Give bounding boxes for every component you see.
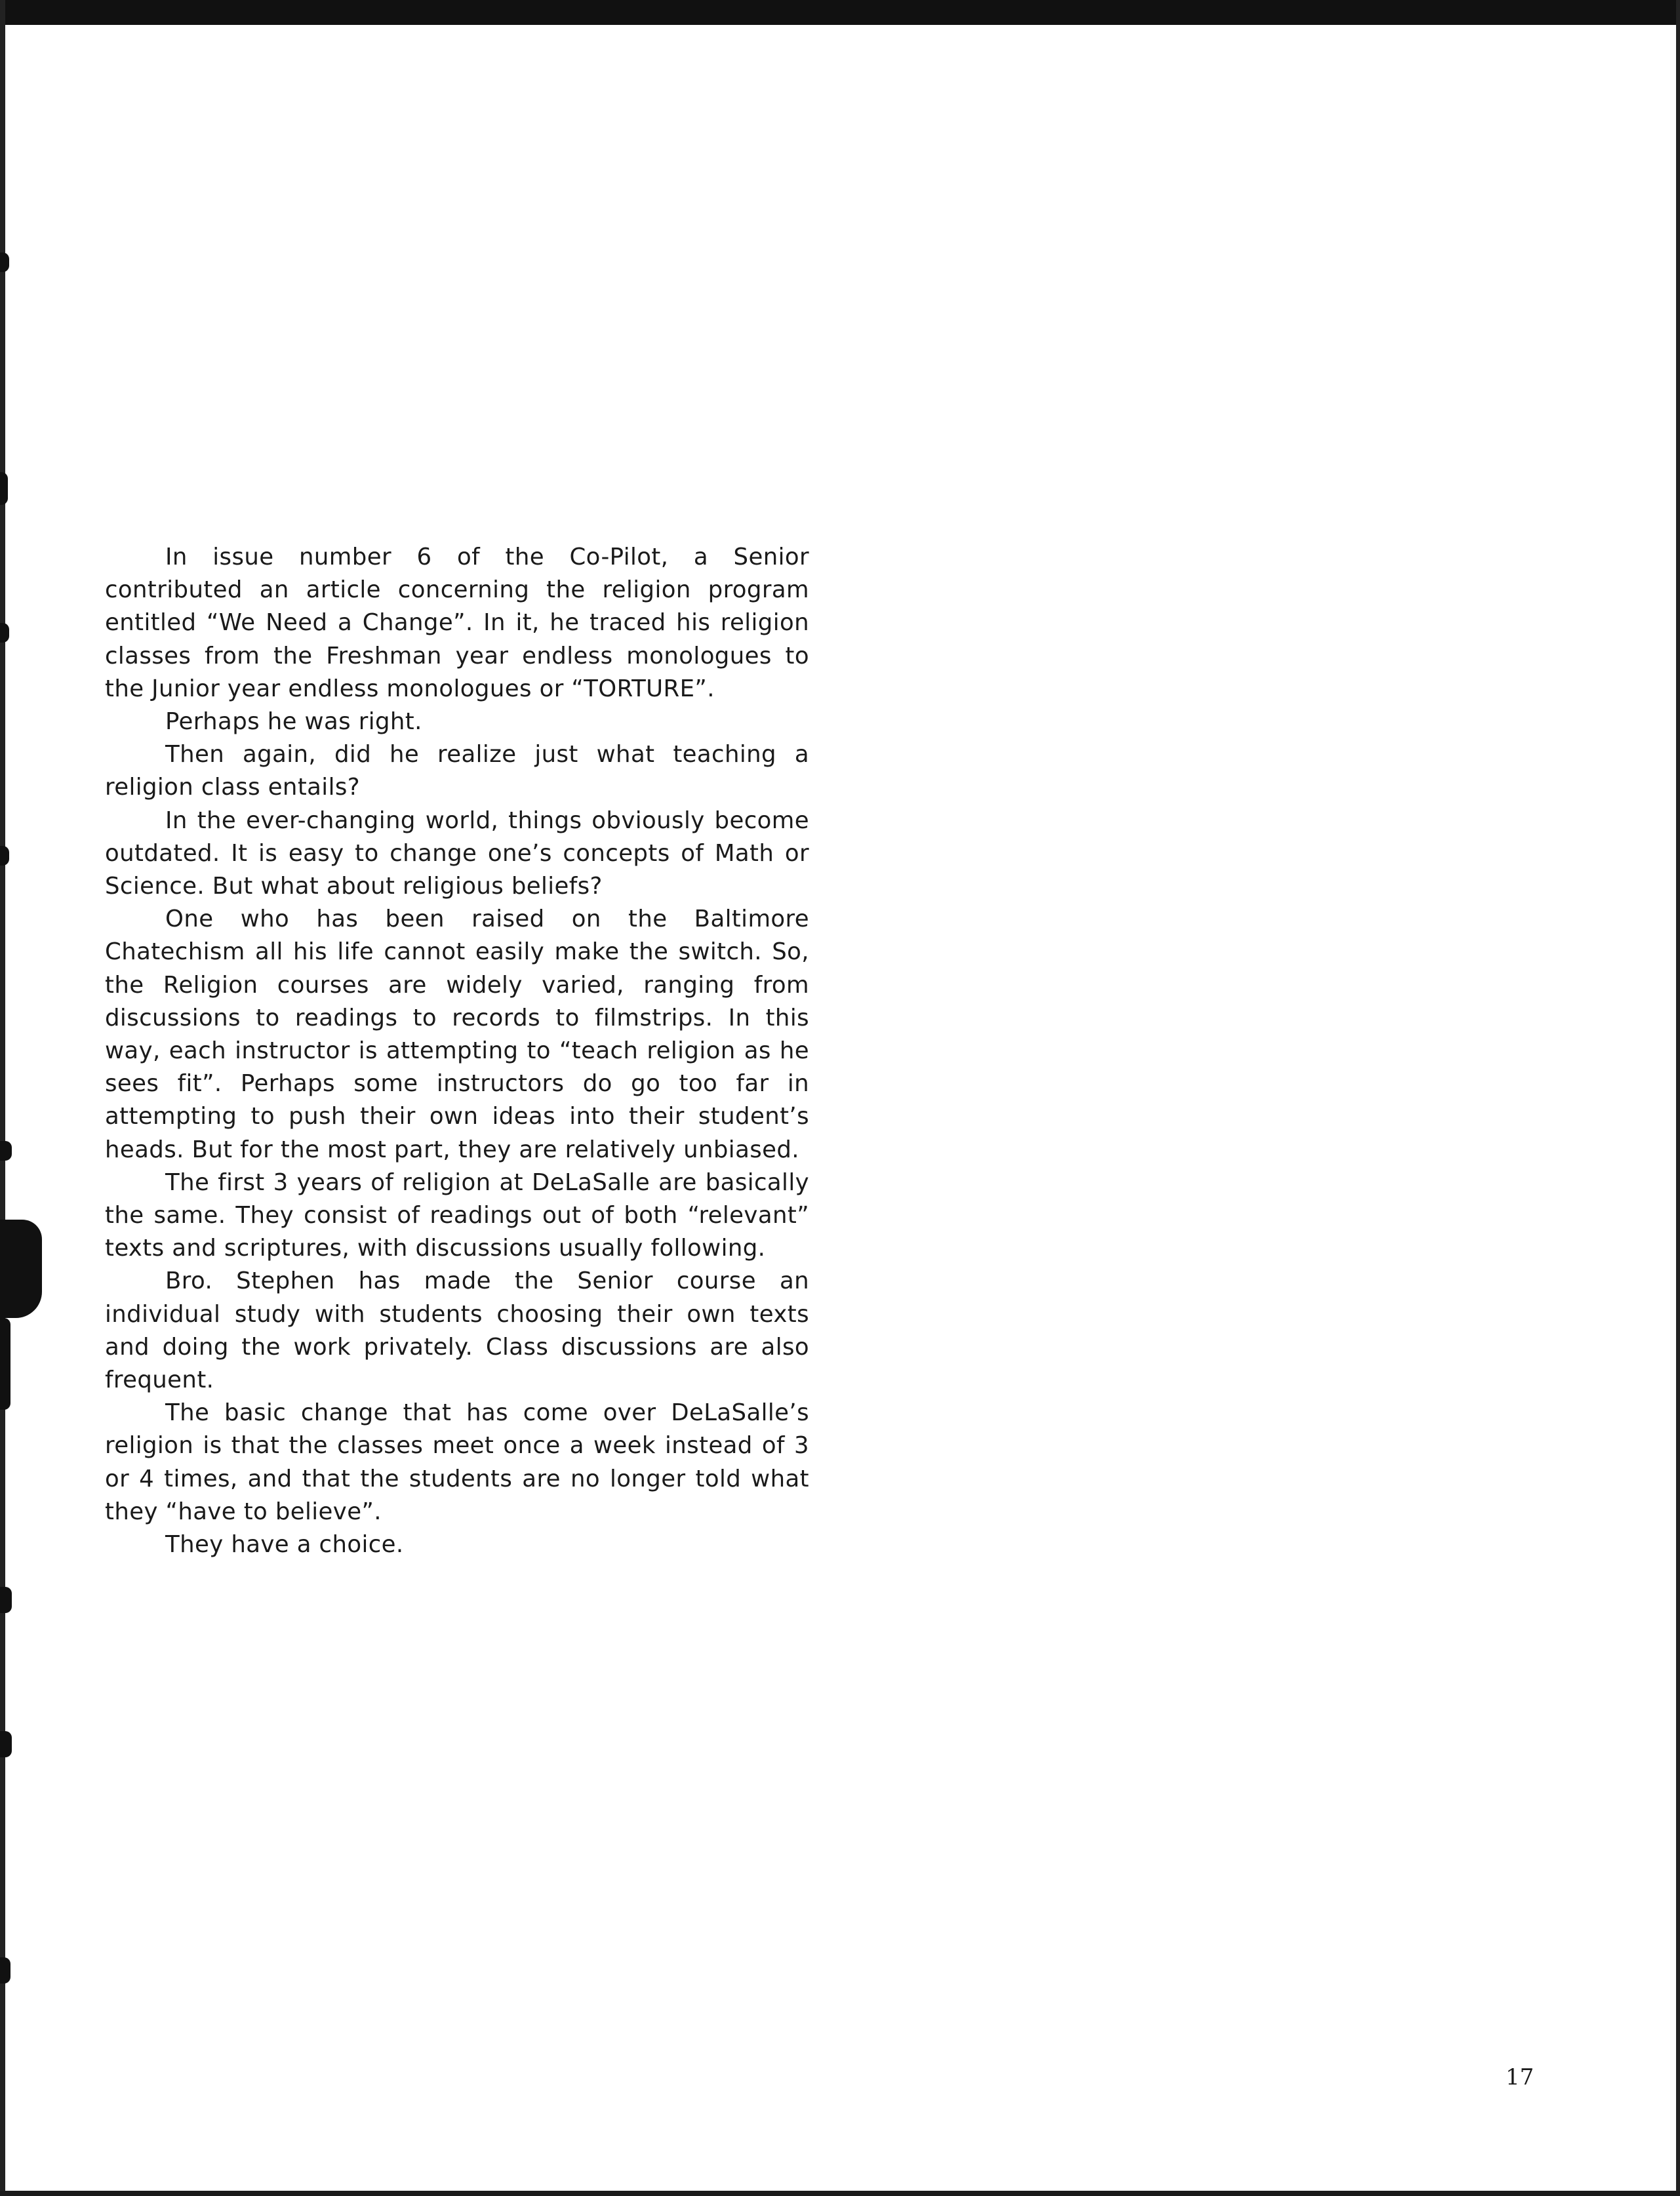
article-paragraph: Then again, did he realize just what teaching a religion class entails? xyxy=(105,741,809,801)
scan-edge-right xyxy=(1676,0,1680,2196)
binding-mark xyxy=(0,252,9,272)
binding-mark xyxy=(0,1957,10,1984)
scan-edge-top xyxy=(0,0,1680,25)
article-body xyxy=(105,541,809,1561)
scan-edge-left xyxy=(0,0,5,2196)
article-paragraph: In the ever-changing world, things obviously become outdated. It is easy to change one’s concepts of Math or Science. But what about religious beliefs? xyxy=(105,807,809,900)
article-paragraph: Bro. Stephen has made the Senior course an individual study with students choosing their own texts and doing the work privately. Class discussions are also frequent. xyxy=(105,1268,809,1394)
binding-mark xyxy=(0,846,9,866)
binding-mark xyxy=(0,1141,12,1161)
binding-mark xyxy=(0,1318,10,1410)
binding-mark xyxy=(0,1220,42,1318)
binding-mark xyxy=(0,623,9,643)
binding-mark xyxy=(0,472,8,505)
article-paragraph: They have a choice. xyxy=(165,1531,404,1559)
article-paragraph: The basic change that has come over DeLaSalle’s religion is that the classes meet once a week instead of 3 or 4 times, and that the students are no longer told what they “have to believe”. xyxy=(105,1399,809,1525)
binding-mark xyxy=(0,1587,12,1613)
binding-mark xyxy=(0,1731,12,1757)
article-paragraph: One who has been raised on the Baltimore Chatechism all his life cannot easily make the switch. So, the Religion courses are widely varied, ranging from discussions to readings to records to filmstrips. In this way, each instructor is attempting to “teach religion as he sees fit”. Perhaps some instructors do go too far in attempting to push their own ideas into their student’s heads. But for the most part, they are relatively unbiased. xyxy=(105,906,809,1163)
article-paragraph: Perhaps he was right. xyxy=(165,708,422,736)
article-paragraph: The first 3 years of religion at DeLaSalle are basically the same. They consist of readings out of both “relevant” texts and scriptures, with discussions usually following. xyxy=(105,1168,809,1262)
page-number: 17 xyxy=(1506,2064,1534,2090)
article-paragraph: In issue number 6 of the Co-Pilot, a Senior contributed an article concerning the religion program entitled “We Need a Change”. In it, he traced his religion classes from the Freshman year endless monologues to the Junior year endless monologues or “TORTURE”. xyxy=(105,544,809,702)
scan-edge-bottom xyxy=(0,2191,1680,2196)
